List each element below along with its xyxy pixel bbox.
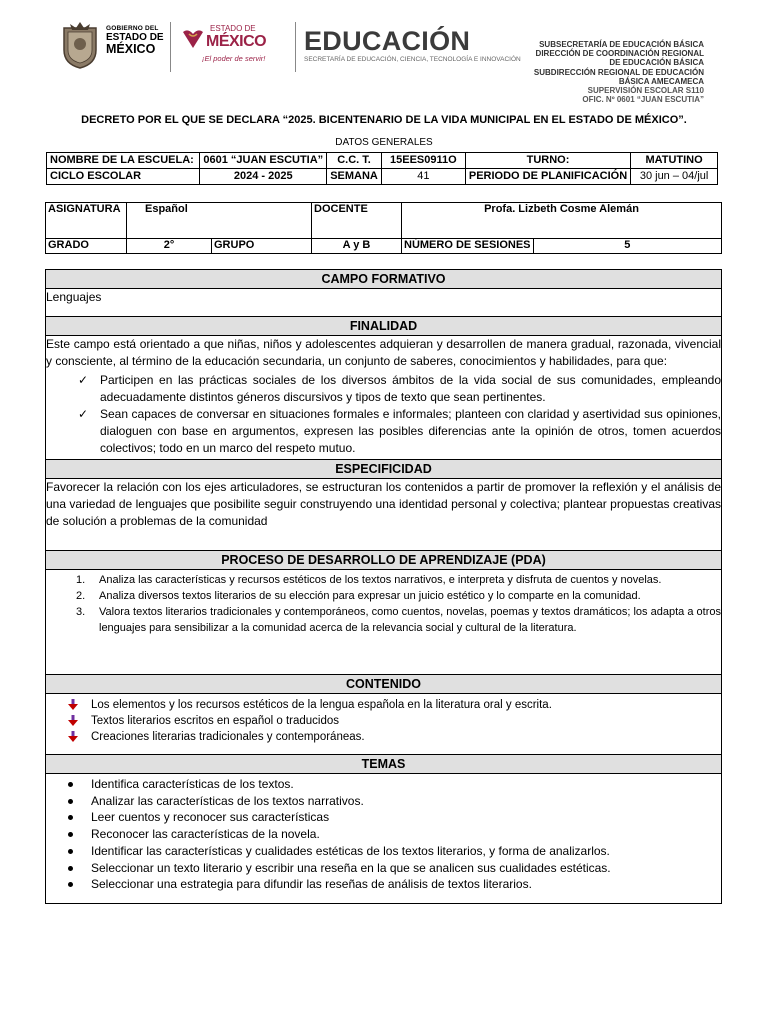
bullet-icon bbox=[68, 832, 73, 837]
divider bbox=[170, 22, 171, 72]
sesiones-label: NÚMERO DE SESIONES bbox=[402, 239, 534, 254]
periodo-value: 30 jun – 04/jul bbox=[631, 169, 718, 185]
asignatura-value: Español bbox=[127, 203, 312, 239]
educacion-logo-title: EDUCACIÓN bbox=[304, 26, 471, 56]
table-row bbox=[46, 239, 722, 254]
list-item bbox=[46, 713, 721, 729]
semana-label: SEMANA bbox=[327, 169, 382, 185]
campo-formativo-header: CAMPO FORMATIVO bbox=[46, 270, 721, 289]
temas-header: TEMAS bbox=[46, 754, 721, 774]
contenido-header: CONTENIDO bbox=[46, 674, 721, 694]
finalidad-body bbox=[46, 336, 721, 457]
institution-header bbox=[534, 40, 704, 104]
list-item bbox=[46, 793, 721, 810]
checkmark-icon: ✓ bbox=[78, 407, 89, 421]
list-item bbox=[46, 826, 721, 843]
institution-line: OFIC. Nº 0601 “JUAN ESCUTIA” bbox=[582, 95, 704, 105]
institution-line: SUBDIRECCIÓN REGIONAL DE EDUCACIÓN bbox=[533, 67, 704, 77]
list-item bbox=[46, 588, 721, 604]
grado-value: 2° bbox=[127, 239, 212, 254]
campo-formativo-value: Lenguajes bbox=[46, 290, 102, 304]
list-item-text: Seleccionar una estrategia para difundir las reseñas de análisis de textos literarios. bbox=[91, 877, 532, 892]
bullet-icon bbox=[68, 799, 73, 804]
list-item-text: Creaciones literarias tradicionales y contemporáneas. bbox=[91, 731, 365, 743]
grupo-label: GRUPO bbox=[212, 239, 312, 254]
estado-small-text: ESTADO DE bbox=[210, 24, 256, 33]
list-item-text: Valora textos literarios tradicionales y contemporáneos, como cuentos, novelas, poemas y textos dramáticos; los adapta a otros lenguajes para sensibilizar a la comunidad acerca de la relevancia social y cultural de la literatura. bbox=[99, 606, 721, 634]
arrow-down-bullet-icon bbox=[68, 731, 78, 743]
list-item-text: Leer cuentos y reconocer sus características bbox=[91, 810, 330, 825]
sesiones-value: 5 bbox=[533, 239, 721, 254]
institution-line: DE EDUCACIÓN BÁSICA bbox=[609, 58, 704, 68]
gobierno-line2: ESTADO DE bbox=[106, 31, 164, 43]
gobierno-line1: GOBIERNO DEL bbox=[106, 25, 159, 32]
list-number: 3. bbox=[76, 606, 86, 618]
turno-label: TURNO: bbox=[465, 153, 630, 169]
list-item bbox=[46, 809, 721, 826]
list-item bbox=[46, 406, 721, 457]
nombre-escuela-value: 0601 “JUAN ESCUTIA” bbox=[200, 153, 327, 169]
turno-value: MATUTINO bbox=[631, 153, 718, 169]
bullet-icon bbox=[68, 882, 73, 887]
arrow-down-bullet-icon bbox=[68, 715, 78, 727]
list-item bbox=[46, 776, 721, 793]
table-row bbox=[47, 153, 718, 169]
arrow-down-bullet-icon bbox=[68, 699, 78, 711]
bullet-icon bbox=[68, 815, 73, 820]
list-item-text: Participen en las prácticas sociales de los diversos ámbitos de la vida social de sus comunidades, empleando adecuadamente distintos géneros discursivos y tipos de texto que sean pertinentes. bbox=[100, 373, 721, 404]
bullet-icon bbox=[68, 849, 73, 854]
periodo-label: PERIODO DE PLANIFICACIÓN bbox=[465, 169, 630, 185]
asignatura-table bbox=[45, 202, 722, 254]
list-number: 2. bbox=[76, 590, 86, 602]
page-header bbox=[60, 18, 710, 108]
finalidad-intro: Este campo está orientado a que niñas, niños y adolescentes adquieran y desarrollen de manera gradual, razonada, vivencial y consciente, al término de la educación secundaria, un conjunto de saberes, conocimientos y habilidades, para que: bbox=[46, 337, 721, 368]
docente-value: Profa. Lizbeth Cosme Alemán bbox=[402, 203, 722, 239]
temas-list bbox=[46, 776, 721, 893]
list-number: 1. bbox=[76, 574, 86, 586]
list-item bbox=[46, 604, 721, 636]
semana-value: 41 bbox=[381, 169, 465, 185]
gobierno-logo-text bbox=[106, 26, 164, 55]
institution-line: SUBSECRETARÍA DE EDUCACIÓN BÁSICA bbox=[539, 40, 704, 49]
pda-header: PROCESO DE DESARROLLO DE APRENDIZAJE (PDA) bbox=[46, 550, 721, 570]
list-item-text: Reconocer las características de la novela. bbox=[91, 827, 320, 842]
list-item-text: Identificar las características y cualidades estéticas de los textos literarios, y forma de analizarlos. bbox=[91, 843, 610, 858]
bullet-icon bbox=[68, 866, 73, 871]
pda-list bbox=[46, 572, 721, 636]
institution-line: SUPERVISIÓN ESCOLAR S110 bbox=[587, 85, 704, 95]
list-item bbox=[46, 729, 721, 745]
nombre-escuela-label: NOMBRE DE LA ESCUELA: bbox=[47, 153, 200, 169]
finalidad-list bbox=[46, 372, 721, 457]
list-item-text: Analiza las características y recursos estéticos de los textos narrativos, e interpreta y disfruta de cuentos y novelas. bbox=[99, 574, 662, 586]
contenido-body bbox=[46, 694, 721, 754]
grado-label-text: GRADO bbox=[48, 239, 89, 251]
divider bbox=[295, 22, 296, 72]
institution-line: DIRECCIÓN DE COORDINACIÓN REGIONAL bbox=[535, 49, 704, 59]
docente-label: DOCENTE bbox=[312, 203, 402, 239]
list-item-text: Analizar las características de los textos narrativos. bbox=[91, 793, 364, 808]
planning-table bbox=[45, 269, 722, 904]
gobierno-line3: MÉXICO bbox=[106, 41, 156, 56]
list-item-text: Identifica características de los textos. bbox=[91, 777, 294, 791]
list-item bbox=[46, 876, 721, 893]
decreto-heading: DECRETO POR EL QUE SE DECLARA “2025. BICENTENARIO DE LA VIDA MUNICIPAL EN EL ESTADO DE MÉXICO”. bbox=[81, 114, 687, 126]
list-item-text: Seleccionar un texto literario y escribir una reseña en la que se analicen sus cualidades estéticas. bbox=[91, 860, 611, 875]
list-item bbox=[46, 572, 721, 588]
finalidad-header: FINALIDAD bbox=[46, 316, 721, 336]
list-item bbox=[46, 843, 721, 860]
grupo-value: A y B bbox=[312, 239, 402, 254]
asignatura-label: ASIGNATURA bbox=[46, 203, 127, 239]
checkmark-icon: ✓ bbox=[78, 373, 89, 387]
contenido-list bbox=[46, 697, 721, 745]
datos-generales-heading: DATOS GENERALES bbox=[335, 137, 433, 148]
bullet-icon bbox=[68, 782, 73, 787]
cct-value: 15EES0911O bbox=[381, 153, 465, 169]
state-coat-of-arms-icon bbox=[60, 20, 100, 70]
ciclo-value: 2024 - 2025 bbox=[200, 169, 327, 185]
educacion-logo-subtitle: SECRETARÍA DE EDUCACIÓN, CIENCIA, TECNOLOGÍA E INNOVACIÓN bbox=[304, 56, 521, 63]
estado-big-text: MÉXICO bbox=[206, 33, 267, 50]
estado-mark-icon bbox=[180, 26, 206, 52]
estado-tagline: ¡El poder de servir! bbox=[202, 54, 266, 63]
grado-label bbox=[46, 239, 127, 254]
list-item bbox=[46, 697, 721, 713]
general-data-table bbox=[46, 152, 718, 185]
list-item bbox=[46, 372, 721, 406]
list-item-text: Textos literarios escritos en español o traducidos bbox=[91, 715, 340, 727]
list-item bbox=[46, 860, 721, 877]
pda-body bbox=[46, 570, 721, 674]
cct-label: C.C. T. bbox=[327, 153, 382, 169]
institution-line: BÁSICA AMECAMECA bbox=[618, 76, 704, 86]
temas-body bbox=[46, 774, 721, 904]
ciclo-label: CICLO ESCOLAR bbox=[47, 169, 200, 185]
list-item-text: Los elementos y los recursos estéticos de la lengua española en la literatura oral y escrita. bbox=[91, 699, 552, 711]
table-row bbox=[47, 169, 718, 185]
list-item-text: Sean capaces de conversar en situaciones formales e informales; planteen con claridad y asertividad sus opiniones, dialoguen con base en argumentos, expresen las posibles diferencias ante la opinión de otros, tomen acuerdos colectivos; todo en un marco del respeto mutuo. bbox=[100, 407, 721, 455]
especificidad-header: ESPECIFICIDAD bbox=[46, 459, 721, 479]
list-item-text: Analiza diversos textos literarios de su elección para expresar un juicio estético y lo comparte en la comunidad. bbox=[99, 590, 641, 602]
table-row bbox=[46, 203, 722, 239]
especificidad-body: Favorecer la relación con los ejes articuladores, se estructuran los contenidos a partir de promover la reflexión y el análisis de una variedad de lenguajes que posibilite seguir construyendo una identidad personal y colectiva; plantear propuestas creativas de solución a problemas de la comunidad bbox=[46, 480, 721, 528]
